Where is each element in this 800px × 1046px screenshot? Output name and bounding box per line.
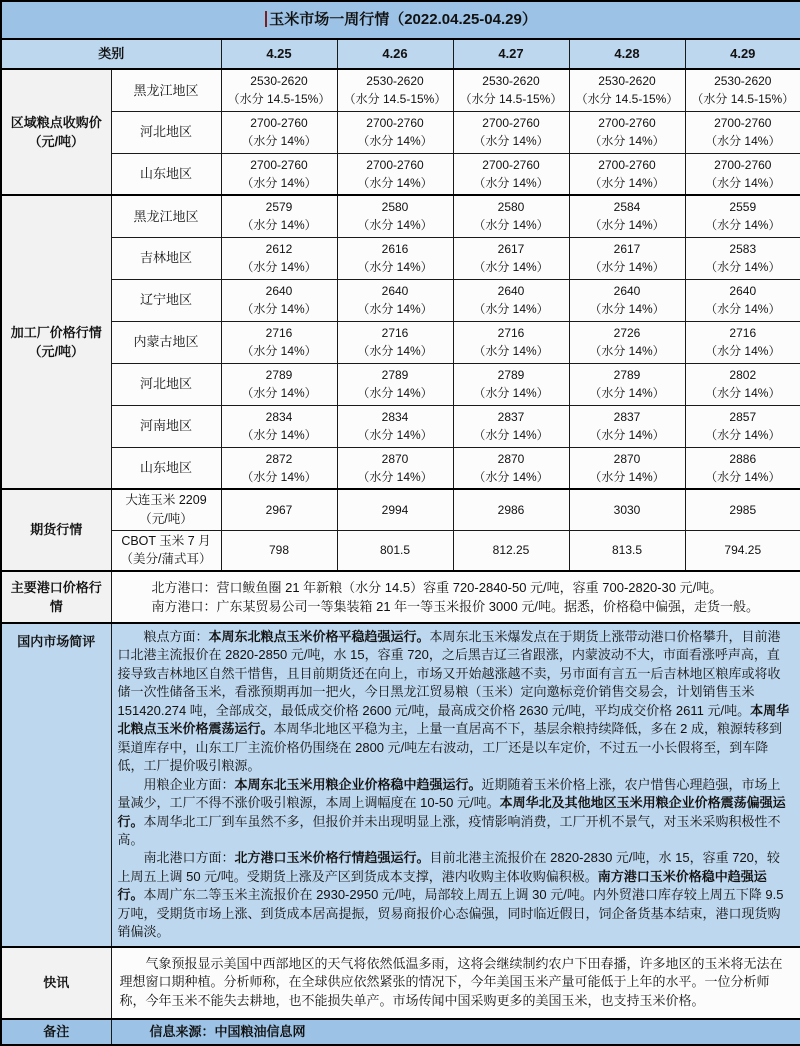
category-header: 类别: [1, 39, 221, 69]
price-cell: [685, 69, 800, 111]
price-cell: [453, 447, 569, 489]
price-cell: [685, 111, 800, 153]
price-value: 2580: [381, 200, 409, 215]
comment-paragraph: 粮点方面：本周东北粮点玉米价格平稳趋强运行。本周东北玉米爆发点在于期货上涨带动港口价格攀升，目前港口北港主流报价在 2820-2850 元/吨，水 15，容重 720，之后黑吉辽三省跟涨，内蒙波动不大，市面看涨呼声高，直接导致吉林地区自然干惜售，且目前期货还在向上，市场又开始越涨越不卖，另市面有言五一后吉林地区粮库或将收储一次性储备玉米，看涨预期再加一把火，今日黑龙江贸易粮（玉米）定向邀标竞价销售交易会，计划销售玉米 151420.274 吨，全部成交，最低成交价格 2600 元/吨，最高成交价格 2630 元/吨，平均成交价格 2611 元/吨。本周华北粮点玉米价格震荡运行。本周华北地区平稳为主，上量一直居高不下，基层余粮持续降低，多在 2 成，粮源转移到渠道库存中，山东工厂主流价格仍围绕在 2800 元/吨左右波动，工厂还是以车定价，不过五一小长假将至，到车降低，工厂提价吸引粮源。: [117, 629, 790, 774]
futures-price-cell: 801.5: [337, 530, 453, 571]
region-label: 河南地区: [111, 405, 221, 447]
price-value: 2583: [729, 242, 757, 256]
news-content: [111, 947, 800, 1019]
price-cell: [453, 405, 569, 447]
moisture-note: （水分 14%）: [357, 386, 433, 400]
futures-price-cell: 812.25: [453, 530, 569, 571]
price-cell: [453, 237, 569, 279]
port-quote-line: 南方港口：广东某贸易公司一等集装箱 21 年一等玉米报价 3000 元/吨。据悉，价格稳中偏强，走货一般。: [151, 599, 759, 614]
price-cell: [337, 153, 453, 195]
price-cell: [569, 405, 685, 447]
price-value: 2640: [729, 284, 757, 298]
price-cell: [453, 279, 569, 321]
price-cell: [685, 195, 800, 237]
section-label-unit: （元/吨）: [28, 134, 85, 149]
price-value: 2617: [497, 242, 525, 256]
price-cell: [685, 279, 800, 321]
moisture-note: （水分 14%）: [357, 260, 433, 274]
price-cell: [569, 321, 685, 363]
price-cell: [685, 237, 800, 279]
price-row: [1, 447, 800, 489]
page-title-cell: [1, 1, 800, 39]
price-cell: [685, 363, 800, 405]
price-value: 2559: [729, 200, 757, 215]
price-cell: [569, 363, 685, 405]
region-label: 河北地区: [111, 363, 221, 405]
price-cell: [337, 321, 453, 363]
moisture-note: （水分 14%）: [241, 175, 317, 190]
section-label: [1, 195, 111, 489]
futures-price-cell: 794.25: [685, 530, 800, 571]
price-cell: [221, 69, 337, 111]
futures-contract-unit: （美分/蒲式耳）: [120, 552, 212, 567]
price-value: 2716: [729, 326, 757, 340]
moisture-note: （水分 14%）: [357, 218, 433, 233]
price-cell: [221, 153, 337, 195]
moisture-note: （水分 14%）: [705, 344, 781, 358]
price-value: 2579: [265, 200, 293, 215]
moisture-note: （水分 14%）: [705, 428, 781, 442]
price-value: 2834: [265, 410, 293, 424]
moisture-note: （水分 14%）: [589, 344, 665, 358]
moisture-note: （水分 14%）: [241, 218, 317, 233]
price-value: 2530-2620: [714, 74, 772, 89]
futures-section-label: 期货行情: [1, 489, 111, 571]
futures-price-cell: 2986: [453, 489, 569, 530]
moisture-note: （水分 14%）: [705, 218, 781, 233]
price-cell: [221, 363, 337, 405]
moisture-note: （水分 14%）: [589, 134, 665, 148]
price-cell: [221, 195, 337, 237]
text-cursor: [265, 11, 267, 27]
region-label: 山东地区: [111, 447, 221, 489]
comment-body: [1, 623, 800, 947]
moisture-note: （水分 14.5-15%）: [575, 92, 679, 107]
moisture-note: （水分 14%）: [241, 386, 317, 400]
price-value: 2716: [381, 326, 409, 340]
moisture-note: （水分 14%）: [473, 175, 549, 190]
price-cell: [569, 69, 685, 111]
price-cell: [337, 279, 453, 321]
price-cell: [453, 153, 569, 195]
futures-price-cell: 2994: [337, 489, 453, 530]
price-value: 2700-2760: [714, 157, 772, 172]
comment-paragraph: 南北港口方面：北方港口玉米价格行情趋强运行。目前北港主流报价在 2820-2830 元/吨，水 15，容重 720，较上周五上调 50 元/吨。受期货上涨及产区到货成本支撑，港内收购主体收购偏积极。南方港口玉米价格稳中趋强运行。本周广东二等玉米主流报价在 2930-2950 元/吨，局部较上周五上调 30 元/吨。内外贸港口库存较上周五下降 9.5 万吨，受期货市场上涨、到货成本居高提振，贸易商报价心态偏强，同时临近假日，饲企备货基本结束，港口现货购销偏淡。: [117, 850, 784, 940]
price-cell: [453, 363, 569, 405]
price-row: [1, 405, 800, 447]
price-cell: [337, 405, 453, 447]
price-cell: [569, 153, 685, 195]
futures-price-cell: 2967: [221, 489, 337, 530]
moisture-note: （水分 14%）: [589, 175, 665, 190]
moisture-note: （水分 14%）: [473, 386, 549, 400]
date-header-2: 4.26: [337, 39, 453, 69]
moisture-note: （水分 14%）: [473, 428, 549, 442]
price-cell: [221, 237, 337, 279]
price-value: 2700-2760: [482, 116, 540, 130]
price-value: 2640: [265, 284, 293, 298]
price-value: 2857: [729, 410, 757, 424]
region-label: 河北地区: [111, 111, 221, 153]
news-body: [1, 947, 800, 1019]
moisture-note: （水分 14%）: [589, 302, 665, 316]
futures-row: [1, 530, 800, 571]
price-value: 2726: [613, 326, 641, 340]
price-cell: [685, 153, 800, 195]
futures-contract-label: [111, 489, 221, 530]
ports-row: [1, 571, 800, 623]
moisture-note: （水分 14%）: [705, 302, 781, 316]
news-text: 气象预报显示美国中西部地区的天气将依然低温多雨，这将会继续制约农户下田春播，许多地区的玉米将无法在理想窗口期种植。分析师称，在全球供应依然紧张的情况下，今年美国玉米产量可能低于上年的水平。一位分析师称，今年玉米不能失去耕地，也不能损失单产。市场传闻中国采购更多的美国玉米，也支持玉米价格。: [119, 956, 783, 1008]
price-value: 2802: [729, 368, 757, 382]
price-cell: [569, 195, 685, 237]
region-label: 内蒙古地区: [111, 321, 221, 363]
moisture-note: （水分 14%）: [705, 175, 781, 190]
price-cell: [453, 195, 569, 237]
futures-price-cell: 813.5: [569, 530, 685, 571]
news-section-label: 快讯: [1, 947, 111, 1019]
moisture-note: （水分 14%）: [357, 344, 433, 358]
price-value: 2700-2760: [366, 116, 424, 130]
price-value: 2530-2620: [482, 74, 540, 89]
comment-section-label: 国内市场简评: [1, 623, 111, 947]
price-cell: [221, 405, 337, 447]
moisture-note: （水分 14%）: [357, 175, 433, 190]
region-label: 吉林地区: [111, 237, 221, 279]
price-cell: [569, 111, 685, 153]
section-label-text: 加工厂价格行情: [10, 324, 102, 340]
price-cell: [569, 279, 685, 321]
moisture-note: （水分 14%）: [241, 302, 317, 316]
moisture-note: （水分 14%）: [357, 302, 433, 316]
moisture-note: （水分 14%）: [473, 302, 549, 316]
price-value: 2837: [497, 410, 525, 424]
price-value: 2789: [265, 368, 293, 382]
comment-paragraph: 用粮企业方面：本周东北玉米用粮企业价格稳中趋强运行。近期随着玉米价格上涨，农户惜售心理趋强，市场上量减少，工厂不得不涨价吸引粮源，本周上调幅度在 10-50 元/吨。本周华北及其他地区玉米用粮企业价格震荡偏强运行。本周华北工厂到车虽然不多，但报价并未出现明显上涨，疫情影响消费，工厂开机不景气，对玉米采购积极性不高。: [117, 776, 786, 847]
moisture-note: （水分 14%）: [589, 218, 665, 233]
futures-contract-name: 大连玉米 2209: [125, 493, 207, 507]
section-label-unit: （元/吨）: [28, 344, 85, 359]
price-cell: [337, 69, 453, 111]
price-value: 2716: [265, 326, 293, 340]
futures-price-cell: 3030: [569, 489, 685, 530]
comment-row: [1, 623, 800, 947]
price-cell: [453, 111, 569, 153]
title-row: [1, 1, 800, 39]
price-value: 2700-2760: [482, 157, 540, 172]
section-label: [1, 69, 111, 195]
price-value: 2640: [381, 284, 409, 298]
ports-label-text: 主要港口价格行情: [10, 579, 102, 614]
ports-content: [111, 571, 800, 623]
price-body: [1, 69, 800, 489]
price-value: 2870: [381, 451, 409, 466]
futures-contract-unit: （元/吨）: [139, 511, 193, 526]
date-header-3: 4.27: [453, 39, 569, 69]
price-cell: [337, 195, 453, 237]
moisture-note: （水分 14.5-15%）: [227, 92, 331, 107]
price-value: 2616: [381, 242, 409, 256]
futures-body: [1, 489, 800, 571]
price-cell: [685, 405, 800, 447]
date-header-5: 4.29: [685, 39, 800, 69]
price-row: [1, 279, 800, 321]
price-cell: [337, 447, 453, 489]
moisture-note: （水分 14%）: [705, 260, 781, 274]
moisture-note: （水分 14.5-15%）: [459, 92, 563, 107]
price-value: 2700-2760: [598, 157, 656, 172]
note-row: [1, 1019, 800, 1045]
news-row: [1, 947, 800, 1019]
price-value: 2530-2620: [366, 74, 424, 89]
moisture-note: （水分 14%）: [473, 344, 549, 358]
futures-contract-name: CBOT 玉米 7 月: [121, 533, 211, 548]
price-value: 2700-2760: [714, 116, 772, 130]
moisture-note: （水分 14%）: [241, 344, 317, 358]
price-cell: [337, 363, 453, 405]
price-value: 2612: [265, 242, 293, 256]
price-cell: [453, 69, 569, 111]
price-cell: [569, 237, 685, 279]
moisture-note: （水分 14%）: [241, 134, 317, 148]
price-value: 2870: [497, 451, 525, 466]
page-title: 玉米市场一周行情（2022.04.25-04.29）: [269, 10, 537, 28]
price-cell: [221, 321, 337, 363]
price-row: [1, 153, 800, 195]
moisture-note: （水分 14.5-15%）: [691, 92, 795, 107]
moisture-note: （水分 14%）: [241, 428, 317, 442]
region-label: 辽宁地区: [111, 279, 221, 321]
price-value: 2617: [613, 242, 641, 256]
price-value: 2870: [613, 451, 641, 466]
price-value: 2716: [497, 326, 525, 340]
price-value: 2789: [497, 368, 525, 382]
region-label: 黑龙江地区: [111, 195, 221, 237]
ports-section-label: [1, 571, 111, 623]
price-value: 2789: [613, 368, 641, 382]
price-value: 2886: [729, 451, 757, 466]
note-body: [1, 1019, 800, 1045]
price-value: 2700-2760: [366, 157, 424, 172]
section-label-text: 区域粮点收购价: [10, 114, 102, 130]
price-value: 2640: [497, 284, 525, 298]
price-value: 2584: [613, 200, 641, 215]
date-header-1: 4.25: [221, 39, 337, 69]
price-value: 2872: [265, 451, 293, 466]
moisture-note: （水分 14%）: [705, 386, 781, 400]
moisture-note: （水分 14%）: [473, 218, 549, 233]
region-label: 山东地区: [111, 153, 221, 195]
moisture-note: （水分 14%）: [473, 469, 549, 484]
price-cell: [221, 111, 337, 153]
price-value: 2530-2620: [598, 74, 656, 89]
moisture-note: （水分 14%）: [705, 469, 781, 484]
moisture-note: （水分 14%）: [589, 469, 665, 484]
price-row: [1, 69, 800, 111]
column-header-row: [1, 39, 800, 69]
price-row: [1, 237, 800, 279]
futures-price-cell: 798: [221, 530, 337, 571]
moisture-note: （水分 14%）: [589, 428, 665, 442]
moisture-note: （水分 14%）: [473, 134, 549, 148]
moisture-note: （水分 14%）: [705, 134, 781, 148]
moisture-note: （水分 14.5-15%）: [343, 92, 447, 107]
moisture-note: （水分 14%）: [357, 469, 433, 484]
price-cell: [685, 447, 800, 489]
price-row: [1, 363, 800, 405]
date-header-4: 4.28: [569, 39, 685, 69]
region-label: 黑龙江地区: [111, 69, 221, 111]
price-cell: [221, 279, 337, 321]
price-cell: [685, 321, 800, 363]
price-value: 2789: [381, 368, 409, 382]
moisture-note: （水分 14%）: [473, 260, 549, 274]
moisture-note: （水分 14%）: [589, 386, 665, 400]
price-value: 2580: [497, 200, 525, 215]
price-value: 2834: [381, 410, 409, 424]
note-content: 信息来源：中国粮油信息网: [111, 1019, 800, 1045]
price-value: 2837: [613, 410, 641, 424]
note-section-label: 备注: [1, 1019, 111, 1045]
moisture-note: （水分 14%）: [589, 260, 665, 274]
comment-content: [111, 623, 800, 947]
moisture-note: （水分 14%）: [357, 134, 433, 148]
ports-body: [1, 571, 800, 623]
price-cell: [453, 321, 569, 363]
port-quote-line: 北方港口：营口鲅鱼圈 21 年新粮（水分 14.5）容重 720-2840-50 元/吨，容重 700-2820-30 元/吨。: [151, 579, 723, 595]
price-cell: [221, 447, 337, 489]
futures-price-cell: 2985: [685, 489, 800, 530]
price-value: 2700-2760: [250, 157, 308, 172]
table-head-body: [1, 1, 800, 69]
price-value: 2640: [613, 284, 641, 298]
moisture-note: （水分 14%）: [241, 260, 317, 274]
price-row: [1, 321, 800, 363]
futures-contract-label: [111, 530, 221, 571]
moisture-note: （水分 14%）: [357, 428, 433, 442]
price-value: 2700-2760: [598, 116, 656, 130]
price-cell: [337, 111, 453, 153]
price-value: 2530-2620: [250, 74, 308, 89]
price-row: [1, 111, 800, 153]
price-value: 2700-2760: [250, 116, 308, 130]
futures-row: [1, 489, 800, 530]
price-cell: [569, 447, 685, 489]
price-cell: [337, 237, 453, 279]
price-row: [1, 195, 800, 237]
moisture-note: （水分 14%）: [241, 469, 317, 484]
